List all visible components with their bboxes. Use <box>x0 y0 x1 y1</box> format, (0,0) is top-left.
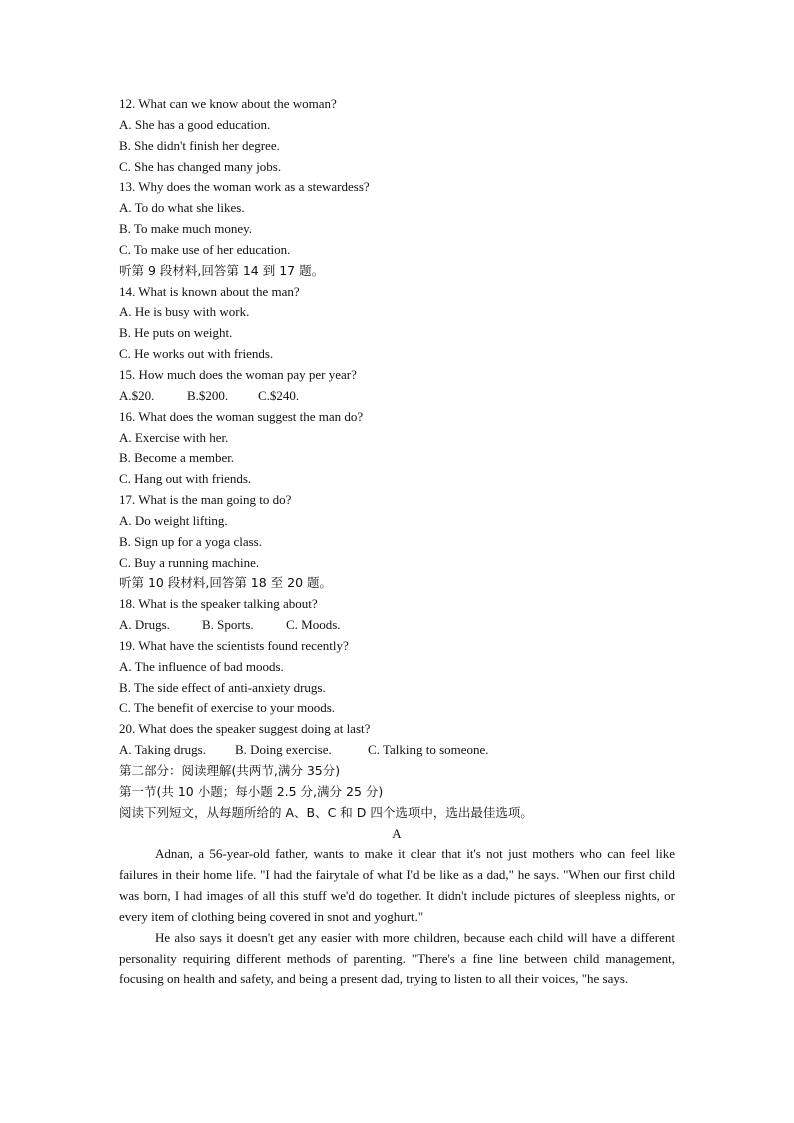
option-14c: C. He works out with friends. <box>119 346 274 362</box>
option-16c: C. Hang out with friends. <box>119 471 252 487</box>
question-20: 20. What does the speaker suggest doing at last? <box>119 721 371 737</box>
passage-label: A <box>392 825 402 841</box>
option-13c: C. To make use of her education. <box>119 241 291 257</box>
option-12b: B. She didn't finish her degree. <box>119 137 280 153</box>
option-15c: C.$240. <box>258 387 300 403</box>
reading-instruction: 阅读下列短文，从每题所给的 A、B、C 和 D 四个选项中，选出最佳选项。 <box>119 804 533 820</box>
option-17c: C. Buy a running machine. <box>119 554 260 570</box>
option-19c: C. The benefit of exercise to your moods. <box>119 700 336 716</box>
question-18: 18. What is the speaker talking about? <box>119 596 318 612</box>
option-20a: A. Taking drugs. <box>119 742 206 758</box>
question-13: 13. Why does the woman work as a stewardess? <box>119 179 370 195</box>
question-14: 14. What is known about the man? <box>119 283 300 299</box>
options-18 <box>119 615 675 636</box>
exam-page <box>119 94 675 990</box>
option-15b: B.$200. <box>187 387 229 403</box>
option-12c: C. She has changed many jobs. <box>119 158 282 174</box>
option-14a: A. He is busy with work. <box>119 304 250 320</box>
option-13a: A. To do what she likes. <box>119 200 245 216</box>
option-14b: B. He puts on weight. <box>119 325 233 341</box>
option-19b: B. The side effect of anti-anxiety drugs. <box>119 679 326 695</box>
options-20 <box>119 740 675 761</box>
option-20b: B. Doing exercise. <box>235 742 332 758</box>
option-16a: A. Exercise with her. <box>119 429 229 445</box>
question-19: 19. What have the scientists found recently? <box>119 637 349 653</box>
passage-paragraph-1: Adnan, a 56-year-old father, wants to make it clear that it's not just mothers who can feel like failures in their home life. "I had the fairytale of what I'd be like as a dad," he says. "When our first child was born, I had images of all this stuff we'd do together. It didn't include pictures of sleepless nights, or every item of clothing being covered in snot and yoghurt." <box>119 846 675 924</box>
option-18c: C. Moods. <box>286 617 341 633</box>
option-13b: B. To make much money. <box>119 221 253 237</box>
option-17a: A. Do weight lifting. <box>119 512 228 528</box>
section-10-instruction: 听第 10 段材料,回答第 18 至 20 题。 <box>119 575 333 591</box>
question-16: 16. What does the woman suggest the man do? <box>119 408 364 424</box>
part-2-heading: 第二部分：阅读理解(共两节,满分 35分) <box>119 763 341 778</box>
question-15: 15. How much does the woman pay per year? <box>119 366 357 382</box>
option-12a: A. She has a good education. <box>119 116 271 132</box>
option-15a: A.$20. <box>119 387 155 403</box>
option-20c: C. Talking to someone. <box>368 742 489 758</box>
option-16b: B. Become a member. <box>119 450 235 466</box>
passage-paragraph-2: He also says it doesn't get any easier with more children, because each child will have a different personality requiring different methods of parenting. "There's a fine line between child management, focusing on health and safety, and being a present dad, trying to listen to all their voices, "he says. <box>119 929 675 987</box>
question-12: 12. What can we know about the woman? <box>119 96 337 111</box>
options-15 <box>119 386 675 407</box>
option-18a: A. Drugs. <box>119 617 170 633</box>
question-17: 17. What is the man going to do? <box>119 492 292 508</box>
option-19a: A. The influence of bad moods. <box>119 658 284 674</box>
option-17b: B. Sign up for a yoga class. <box>119 533 262 549</box>
section-9-instruction: 听第 9 段材料,回答第 14 到 17 题。 <box>119 262 325 278</box>
section-1-heading: 第一节(共 10 小题；每小题 2.5 分,满分 25 分) <box>119 783 384 799</box>
option-18b: B. Sports. <box>202 617 254 633</box>
